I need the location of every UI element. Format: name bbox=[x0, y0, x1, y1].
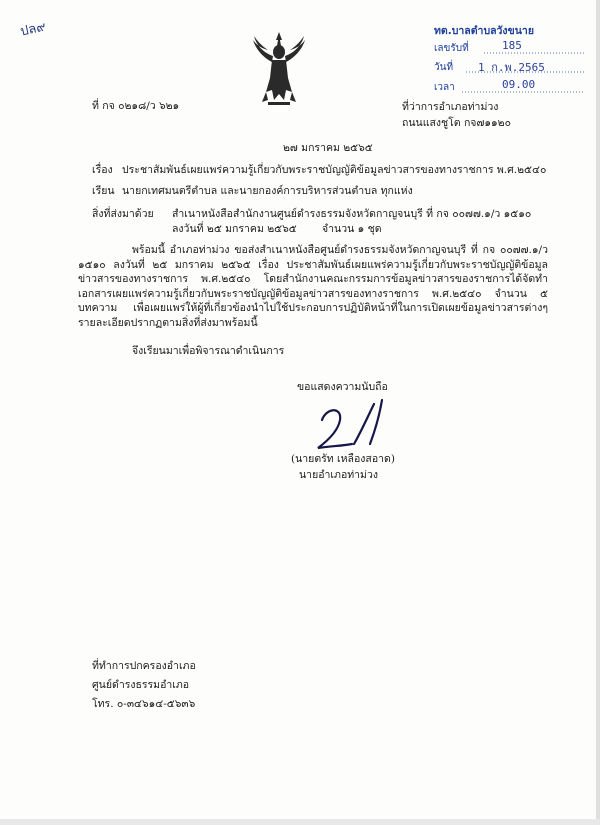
page-bottom-edge bbox=[0, 819, 600, 825]
attachment-line1: สำเนาหนังสือสำนักงานศูนย์ดำรงธรรมจังหวัดกาญจนบุรี ที่ กจ ๐๐๗๗.๑/ว ๑๕๑๐ bbox=[172, 208, 532, 220]
attachment-label: สิ่งที่ส่งมาด้วย bbox=[92, 208, 154, 220]
page-edge bbox=[596, 0, 600, 825]
subject-label: เรื่อง bbox=[92, 164, 113, 176]
body-paragraph: พร้อมนี้ อำเภอท่าม่วง ขอส่งสำเนาหนังสือศูนย์ดำรงธรรมจังหวัดกาญจนบุรี ที่ กจ ๐๐๗๗.๑/ว ๑๕๑๐ ลงวันที่ ๒๕ มกราคม ๒๕๖๕ เรื่อง ประชาสัมพันธ์เผยแพร่ความรู้เกี่ยวกับพระราชบัญญัติข้อมูลข่าวสารของทางราชการ พ.ศ.๒๕๔๐ โดยสำนักงานคณะกรรมการข้อมูลข่าวสารของราชการได้จัดทำเอกสารเผยแพร่ความรู้เกี่ยวกับพระราชบัญญัติข้อมูลข่าวสารของทางราชการ พ.ศ.๒๕๔๐ จำนวน ๕ บทความ เพื่อเผยแพร่ให้ผู้ที่เกี่ยวข้องนำไปใช้ประกอบการปฏิบัติหน้าที่ในการเปิดเผยข้อมูลข่าวสารต่างๆ รายละเอียดปรากฏตามสิ่งที่ส่งมาพร้อมนี้ bbox=[78, 244, 548, 329]
sender-address: ถนนแสงชูโต กจ๗๑๑๒๐ bbox=[402, 117, 512, 129]
stamp-date-value: 1 ก.พ.2565 bbox=[478, 61, 545, 74]
stamp-receipt-label: เลขรับที่ bbox=[434, 43, 469, 54]
signatory-name: (นายตรัท เหลืองสอาด) bbox=[291, 453, 395, 465]
sender-office: ที่ว่าการอำเภอท่าม่วง bbox=[402, 101, 499, 113]
footer-center: ศูนย์ดำรงธรรมอำเภอ bbox=[92, 679, 190, 691]
attachment-line2: ลงวันที่ ๒๕ มกราคม ๒๕๖๕ bbox=[172, 223, 297, 235]
receipt-stamp bbox=[434, 22, 594, 102]
attachment-count: จำนวน ๑ ชุด bbox=[322, 223, 382, 235]
stamp-time-value: 09.00 bbox=[502, 78, 536, 91]
footer-office: ที่ทำการปกครองอำเภอ bbox=[92, 660, 196, 672]
signatory-position: นายอำเภอท่าม่วง bbox=[299, 469, 379, 481]
letter-date: ๒๗ มกราคม ๒๕๖๕ bbox=[283, 142, 373, 154]
closing-salutation: ขอแสดงความนับถือ bbox=[297, 381, 388, 393]
stamp-receipt-value: 185 bbox=[502, 39, 522, 52]
garuda-emblem-icon bbox=[252, 30, 306, 108]
handwritten-signature bbox=[312, 398, 392, 458]
stamp-office: ทต.บาลตำบลวังขนาย bbox=[434, 25, 534, 37]
subject-text: ประชาสัมพันธ์เผยแพร่ความรู้เกี่ยวกับพระราชบัญญัติข้อมูลข่าวสารของทางราชการ พ.ศ.๒๕๔๐ bbox=[122, 164, 547, 176]
recipient-text: นายกเทศมนตรีตำบล และนายกองค์การบริหารส่วนตำบล ทุกแห่ง bbox=[122, 185, 413, 197]
recipient-label: เรียน bbox=[92, 185, 115, 197]
footer-phone: โทร. ๐-๓๔๖๑๔-๕๖๓๖ bbox=[92, 698, 196, 710]
stamp-date-label: วันที่ bbox=[434, 62, 454, 73]
stamp-time-label: เวลา bbox=[434, 82, 455, 93]
reference-number: ที่ กจ ๐๒๑๘/ว ๖๒๑ bbox=[92, 100, 180, 112]
closing-request: จึงเรียนมาเพื่อพิจารณาดำเนินการ bbox=[132, 345, 285, 357]
stamp-lines bbox=[434, 22, 594, 102]
handwritten-note: ปล๙ bbox=[18, 19, 48, 40]
